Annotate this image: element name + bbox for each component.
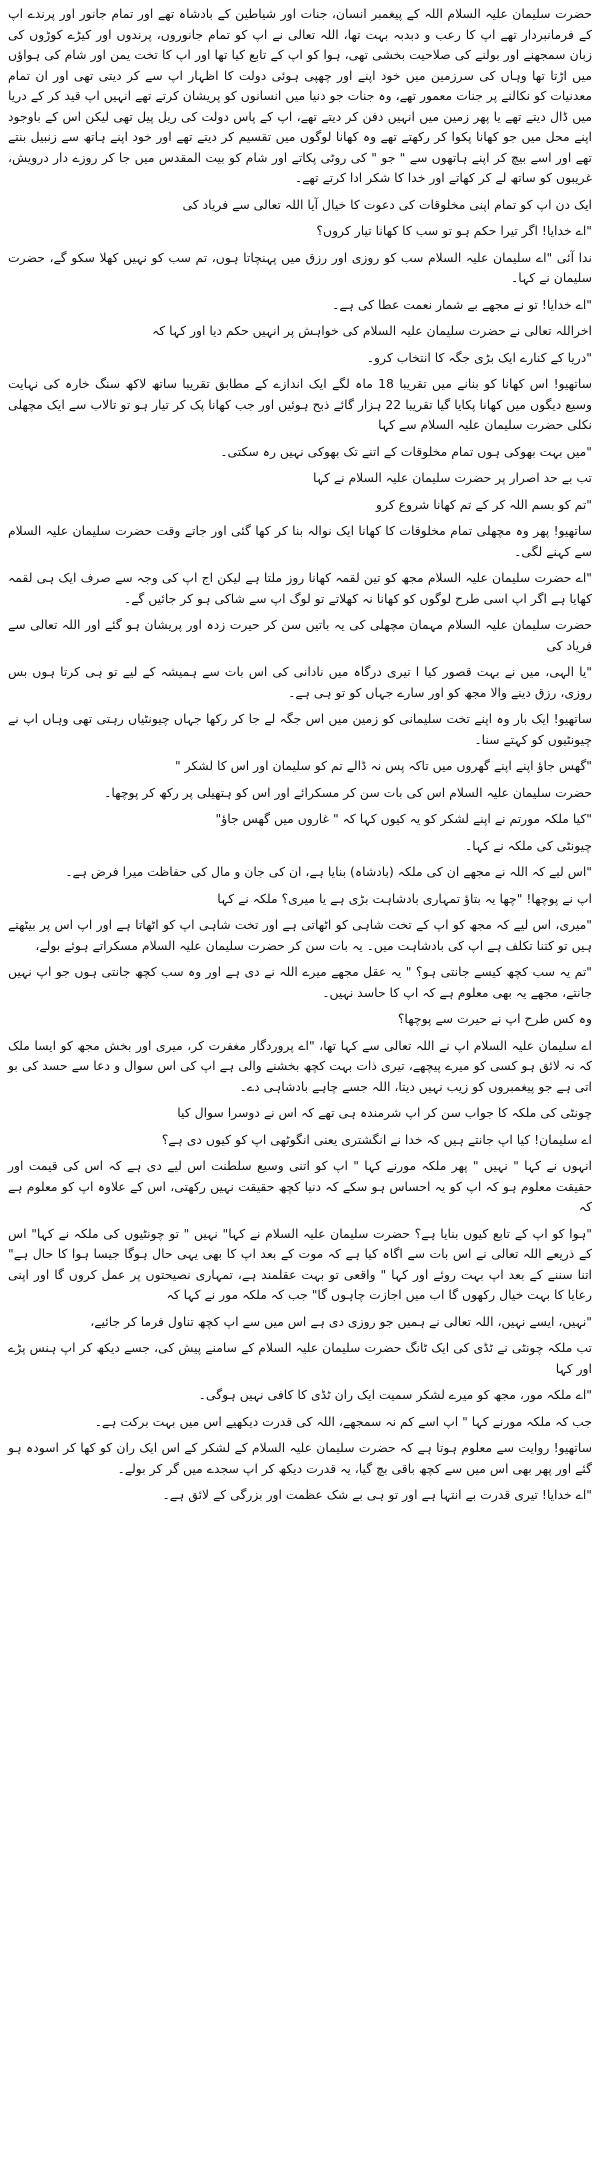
paragraph: ساتھیو! پھر وہ مچھلی تمام مخلوقات کا کھانا ایک نوالہ بنا کر کھا گئی اور جاتے وقت حضرت سلیمان علیہ السلام سے کہنے لگی۔: [8, 523, 592, 559]
paragraph: اپ نے پوچھا! "چھا یہ بتاؤ تمہاری بادشاہت بڑی ہے یا میری؟ ملکہ نے کہا: [217, 890, 592, 906]
paragraph: "اے ملکہ مور، مجھ کو میرے لشکر سمیت ایک ران ٹڈی کا کافی نہیں ہوگی۔: [198, 1387, 592, 1402]
paragraph: ساتھیو! اس کھانا کو بنانے میں تقریبا 18 ماہ لگے ایک اندازے کے مطابق تقریبا ساتھ لاکھ سنگ خارہ کی نہایت وسیع دیگوں میں کھانا پکایا گیا تقریبا 22 ہزار گائے ذبح ہوئیں اور جب کھانا پک کر تیار ہو تو تالاب سے ایک مچھلی نکلی حضرت سلیمان علیہ السلام سے کہا: [8, 376, 592, 432]
paragraph: تب ملکہ چونٹی نے ٹڈی کی ایک ٹانگ حضرت سلیمان علیہ السلام کے سامنے پیش کی، جسے دیکھ کر اپ ہنس پڑے اور کہا: [8, 1340, 592, 1376]
paragraph: "اس لیے کہ اللہ نے مجھے ان کی ملکہ (بادشاہ) بنایا ہے، ان کی جان و مال کی حفاظت میرا فرض ہے۔: [65, 864, 592, 879]
paragraph: "نہیں، ایسے نہیں، اللہ تعالی نے ہمیں جو روزی دی ہے اس میں سے اپ کچھ تناول فرما کر جائیے،: [90, 1313, 592, 1329]
paragraph: حضرت سلیمان علیہ السلام اس کی بات سن کر مسکرائے اور اس کو ہتھیلی پر رکھ کر پوچھا۔: [104, 784, 592, 800]
paragraph: اے سلیمان! کیا اپ جانتے ہیں کہ خدا نے انگشتری یعنی انگوٹھی اپ کو کیوں دی ہے؟: [161, 1131, 592, 1147]
paragraph: ساتھیو! روایت سے معلوم ہوتا ہے کہ حضرت سلیمان علیہ السلام کے لشکر کے اس ایک ران کو کھا کر اسودہ ہو گئے اور پھر بھی اس میں سے کچھ باقی بچ گیا، یہ قدرت دیکھ کر اپ سجدے میں گر کر بولے۔: [8, 1440, 592, 1476]
paragraph: "دریا کے کنارے ایک بڑی جگہ کا انتخاب کرو۔: [366, 349, 592, 365]
paragraph: "یا الہی، میں نے بہت قصور کیا ا تیری درگاہ میں نادانی کی اس بات سے ہمیشہ کے لیے تو ہی کرتا ہوں بس روزی، رزق دینے والا مجھ کو اور سارے جہاں کو تو ہی ہے۔: [8, 664, 592, 700]
paragraph: جب کہ ملکہ مورنے کہا " اپ اسے کم نہ سمجھے، اللہ کی قدرت دیکھیے اس میں بہت برکت ہے۔: [94, 1413, 592, 1429]
paragraph: "گھس جاؤ اپنے اپنے گھروں میں تاکہ پس نہ ڈالے تم کو سلیمان اور اس کا لشکر ": [174, 758, 592, 773]
paragraph: "میری، اس لیے کہ مجھ کو اپ کے تخت شاہی کو اٹھاتی ہے اور تخت شاہی اپ کو اٹھاتا ہے اور اپ اس پر بیٹھتے ہیں تو کتنا تکلف ہے اپ کی بادشاہت میں۔ یہ بات سن کر حضرت سلیمان علیہ السلام مسکراتے ہوئے بولے،: [8, 917, 592, 953]
paragraph: چیونٹی کی ملکہ نے کہا۔: [464, 837, 592, 853]
paragraph: اخراللہ تعالی نے حضرت سلیمان علیہ السلام کی خواہش پر انہیں حکم دیا اور کہا کہ: [152, 323, 592, 338]
paragraph: "اے خدایا! اگر تیرا حکم ہو تو سب کا کھانا تیار کروں؟: [316, 223, 592, 238]
paragraph: ساتھیو! ایک بار وہ اپنے تخت سلیمانی کو زمین میں اس جگہ لے جا کر رکھا جہاں چیونٹیاں رہتی تھی وہاں اپ نے چیونٹیوں کو کہتے سنا۔: [8, 711, 592, 747]
paragraph: وہ کس طرح اپ نے حیرت سے پوچھا؟: [397, 1011, 592, 1026]
paragraph: حضرت سلیمان علیہ السلام اللہ کے پیغمبر انسان، جنات اور شیاطین کے بادشاہ تھے اور تمام جانور اور پرندے اپ کے فرمانبردار تھے اپ کا رعب و دبدبہ بہت تھا، اللہ تعالی نے اپ کو تمام جانوروں، پرندوں اور کیڑے کوڑوں کی زبان سمجھنے اور بولنے کی صلاحیت بخشی تھی، ہوا کو اپ کے تابع کیا تھا اور اپ کا تخت یمن اور شام کی ہواؤں میں اڑتا تھا وہاں کی سرزمین میں خود اپنے اور چھپی ہوئی دولت کا اظہار اپ سے کر دیتی تھی اور ان تمام معدنیات کو نکالنے پر جنات معمور تھے، وہ جنات جو دنیا میں انسانوں کو پریشان کرتے تھے انہیں اپ قید کر کے دریا میں ڈال دیتے تھے یا پھر زمین میں انہیں دفن کر دیتے تھے، اپ کے پاس دولت کی ریل پیل تھی لیکن اس کے باوجود اپنے محل میں جو کھانا پکوا کر رکھتے تھے وہ کھانا لوگوں میں تقسیم کر دیتے تھے اور خود اپنے ہاتھ سے زنبیل بنتے تھے اور اسے بیچ کر اپنے ہاتھوں سے " جو " کی روٹی پکاتے اور شام کو بیت المقدس میں جا کر روزے دار درویش، غریبوں کو ساتھ لے کر کھاتے اور خدا کا شکر ادا کرتے تھے۔: [8, 6, 592, 185]
paragraph: "تم یہ سب کچھ کیسے جانتی ہو؟ " یہ عقل مجھے میرے اللہ نے دی ہے اور وہ سب کچھ جانتی ہوں جو اپ نہیں جانتے، مجھے یہ بھی معلوم ہے کہ اپ کا حاسد نہیں۔: [8, 964, 592, 1000]
paragraph: "میں بہت بھوکی ہوں تمام مخلوقات کے اتنے تک بھوکی نہیں رہ سکتی۔: [220, 443, 592, 459]
paragraph: انہوں نے کہا " نہیں " پھر ملکہ مورنے کہا " اپ کو اتنی وسیع سلطنت اس لیے دی ہے کہ اس کی قیمت اور حقیقت معلوم ہو کہ اپ کو یہ احساس ہو سکے کہ دنیا کچھ حقیقت نہیں رکھتی، اس کے علاوہ اپ کو معلوم ہے کہ: [8, 1158, 592, 1214]
paragraph: تب بے حد اصرار پر حضرت سلیمان علیہ السلام نے کہا: [312, 470, 592, 485]
paragraph: ایک دن اپ کو تمام اپنی مخلوقات کی دعوت کا خیال آیا اللہ تعالی سے فریاد کی: [182, 196, 592, 212]
paragraph: اے سلیمان علیہ السلام اپ نے اللہ تعالی سے کہا تھا، "اے پروردگار مغفرت کر، میری اور بخش مجھ کو ایسا ملک کہ نہ لائق ہو کسی کو میرے پیچھے، تیری ذات بہت کچھ بخشنے والی ہے اپ کی اس سوال و دعا سے حسد کی بو اتی ہے جو پیغمبروں کو زیب نہیں دیتا، اللہ جسے چاہے بادشاہی دے۔: [8, 1037, 592, 1094]
paragraph: حضرت سلیمان علیہ السلام مہمان مچھلی کی یہ باتیں سن کر حیرت زدہ اور پریشان ہو گئے اور اللہ تعالی سے فریاد کی: [8, 617, 592, 653]
paragraph: "اے خدایا! تیری قدرت بے انتہا ہے اور تو ہی بے شک عظمت اور بزرگی کے لائق ہے۔: [162, 1487, 592, 1502]
paragraph: ندا آئی "اے سلیمان علیہ السلام سب کو روزی اور رزق میں پہنچاتا ہوں، تم سب کو نہیں کھلا سکو گے، حضرت سلیمان نے کہا۔: [8, 249, 592, 285]
paragraph: "اے حضرت سلیمان علیہ السلام مجھ کو تین لقمہ کھانا روز ملتا ہے لیکن اج اپ کی وجہ سے صرف ایک ہی لقمہ کھایا ہے اگر اپ اسی طرح لوگوں کو کھانا نہ کھلاتے تو لوگ اپ سے شاکی ہو کر جائیں گے۔: [8, 570, 592, 606]
paragraph: "کیا ملکہ مورتم نے اپنے لشکر کو یہ کیوں کہا کہ " غاروں میں گھس جاؤ": [215, 811, 592, 826]
paragraph: "ہوا کو اپ کے تابع کیوں بنایا ہے؟ حضرت سلیمان علیہ السلام نے کہا" نہیں " تو چونٹیوں کی ملکہ نے کہا" اس کے ذریعے اللہ تعالی نے اس بات سے اگاہ کیا ہے کہ موت کے بعد اپ کا بھی یہی حال ہوگا جیسا ہوا کا حال ہے" اتنا سننے کے بعد اپ بہت روئے اور کہا " واقعی تو بہت عقلمند ہے، تمہاری نصیحتوں پر عمل کروں گا اور اپنی رعایا کا بہت خیال رکھوں گا اب میں اجازت چاہوں گا" جب کہ ملکہ مور نے کہا کہ: [8, 1225, 592, 1302]
paragraph: چونٹی کی ملکہ کا جواب سن کر اپ شرمندہ ہی تھے کہ اس نے دوسرا سوال کیا: [177, 1105, 592, 1120]
paragraph: "اے خدایا! تو نے مجھے بے شمار نعمت عطا کی ہے۔: [332, 296, 592, 312]
paragraph: "تم کو بسم اللہ کر کے تم کھانا شروع کرو: [376, 496, 592, 512]
